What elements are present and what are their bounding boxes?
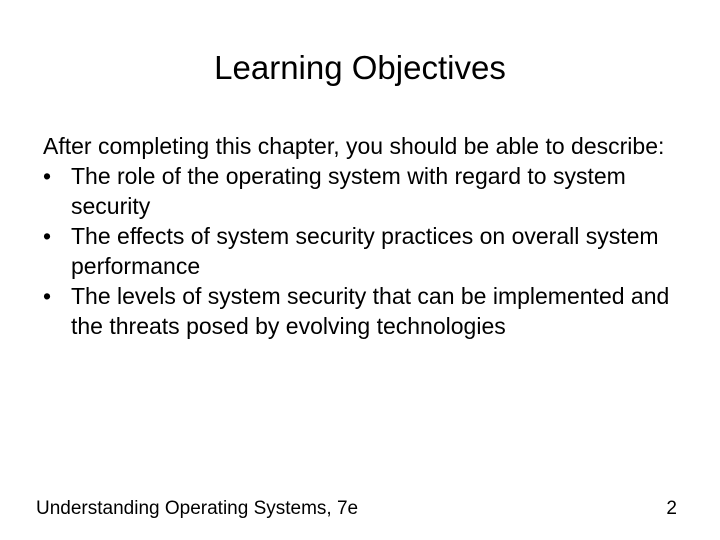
slide-body — [43, 131, 683, 341]
list-item — [43, 221, 683, 281]
intro-text: After completing this chapter, you should be able to describe: — [43, 133, 665, 159]
bullet-text: The effects of system security practices on overall system performance — [71, 223, 659, 279]
slide-title: Learning Objectives — [214, 49, 506, 86]
objectives-list — [43, 161, 683, 341]
page-number: 2 — [666, 498, 677, 519]
bullet-text: The role of the operating system with regard to system security — [71, 163, 626, 219]
bullet-icon: • — [43, 283, 52, 309]
footer-book-title: Understanding Operating Systems, 7e — [36, 498, 359, 519]
bullet-text: The levels of system security that can be implemented and the threats posed by evolving technologies — [71, 283, 670, 339]
bullet-icon: • — [43, 163, 52, 189]
list-item — [43, 161, 683, 221]
list-item — [43, 281, 683, 341]
bullet-icon: • — [43, 223, 52, 249]
